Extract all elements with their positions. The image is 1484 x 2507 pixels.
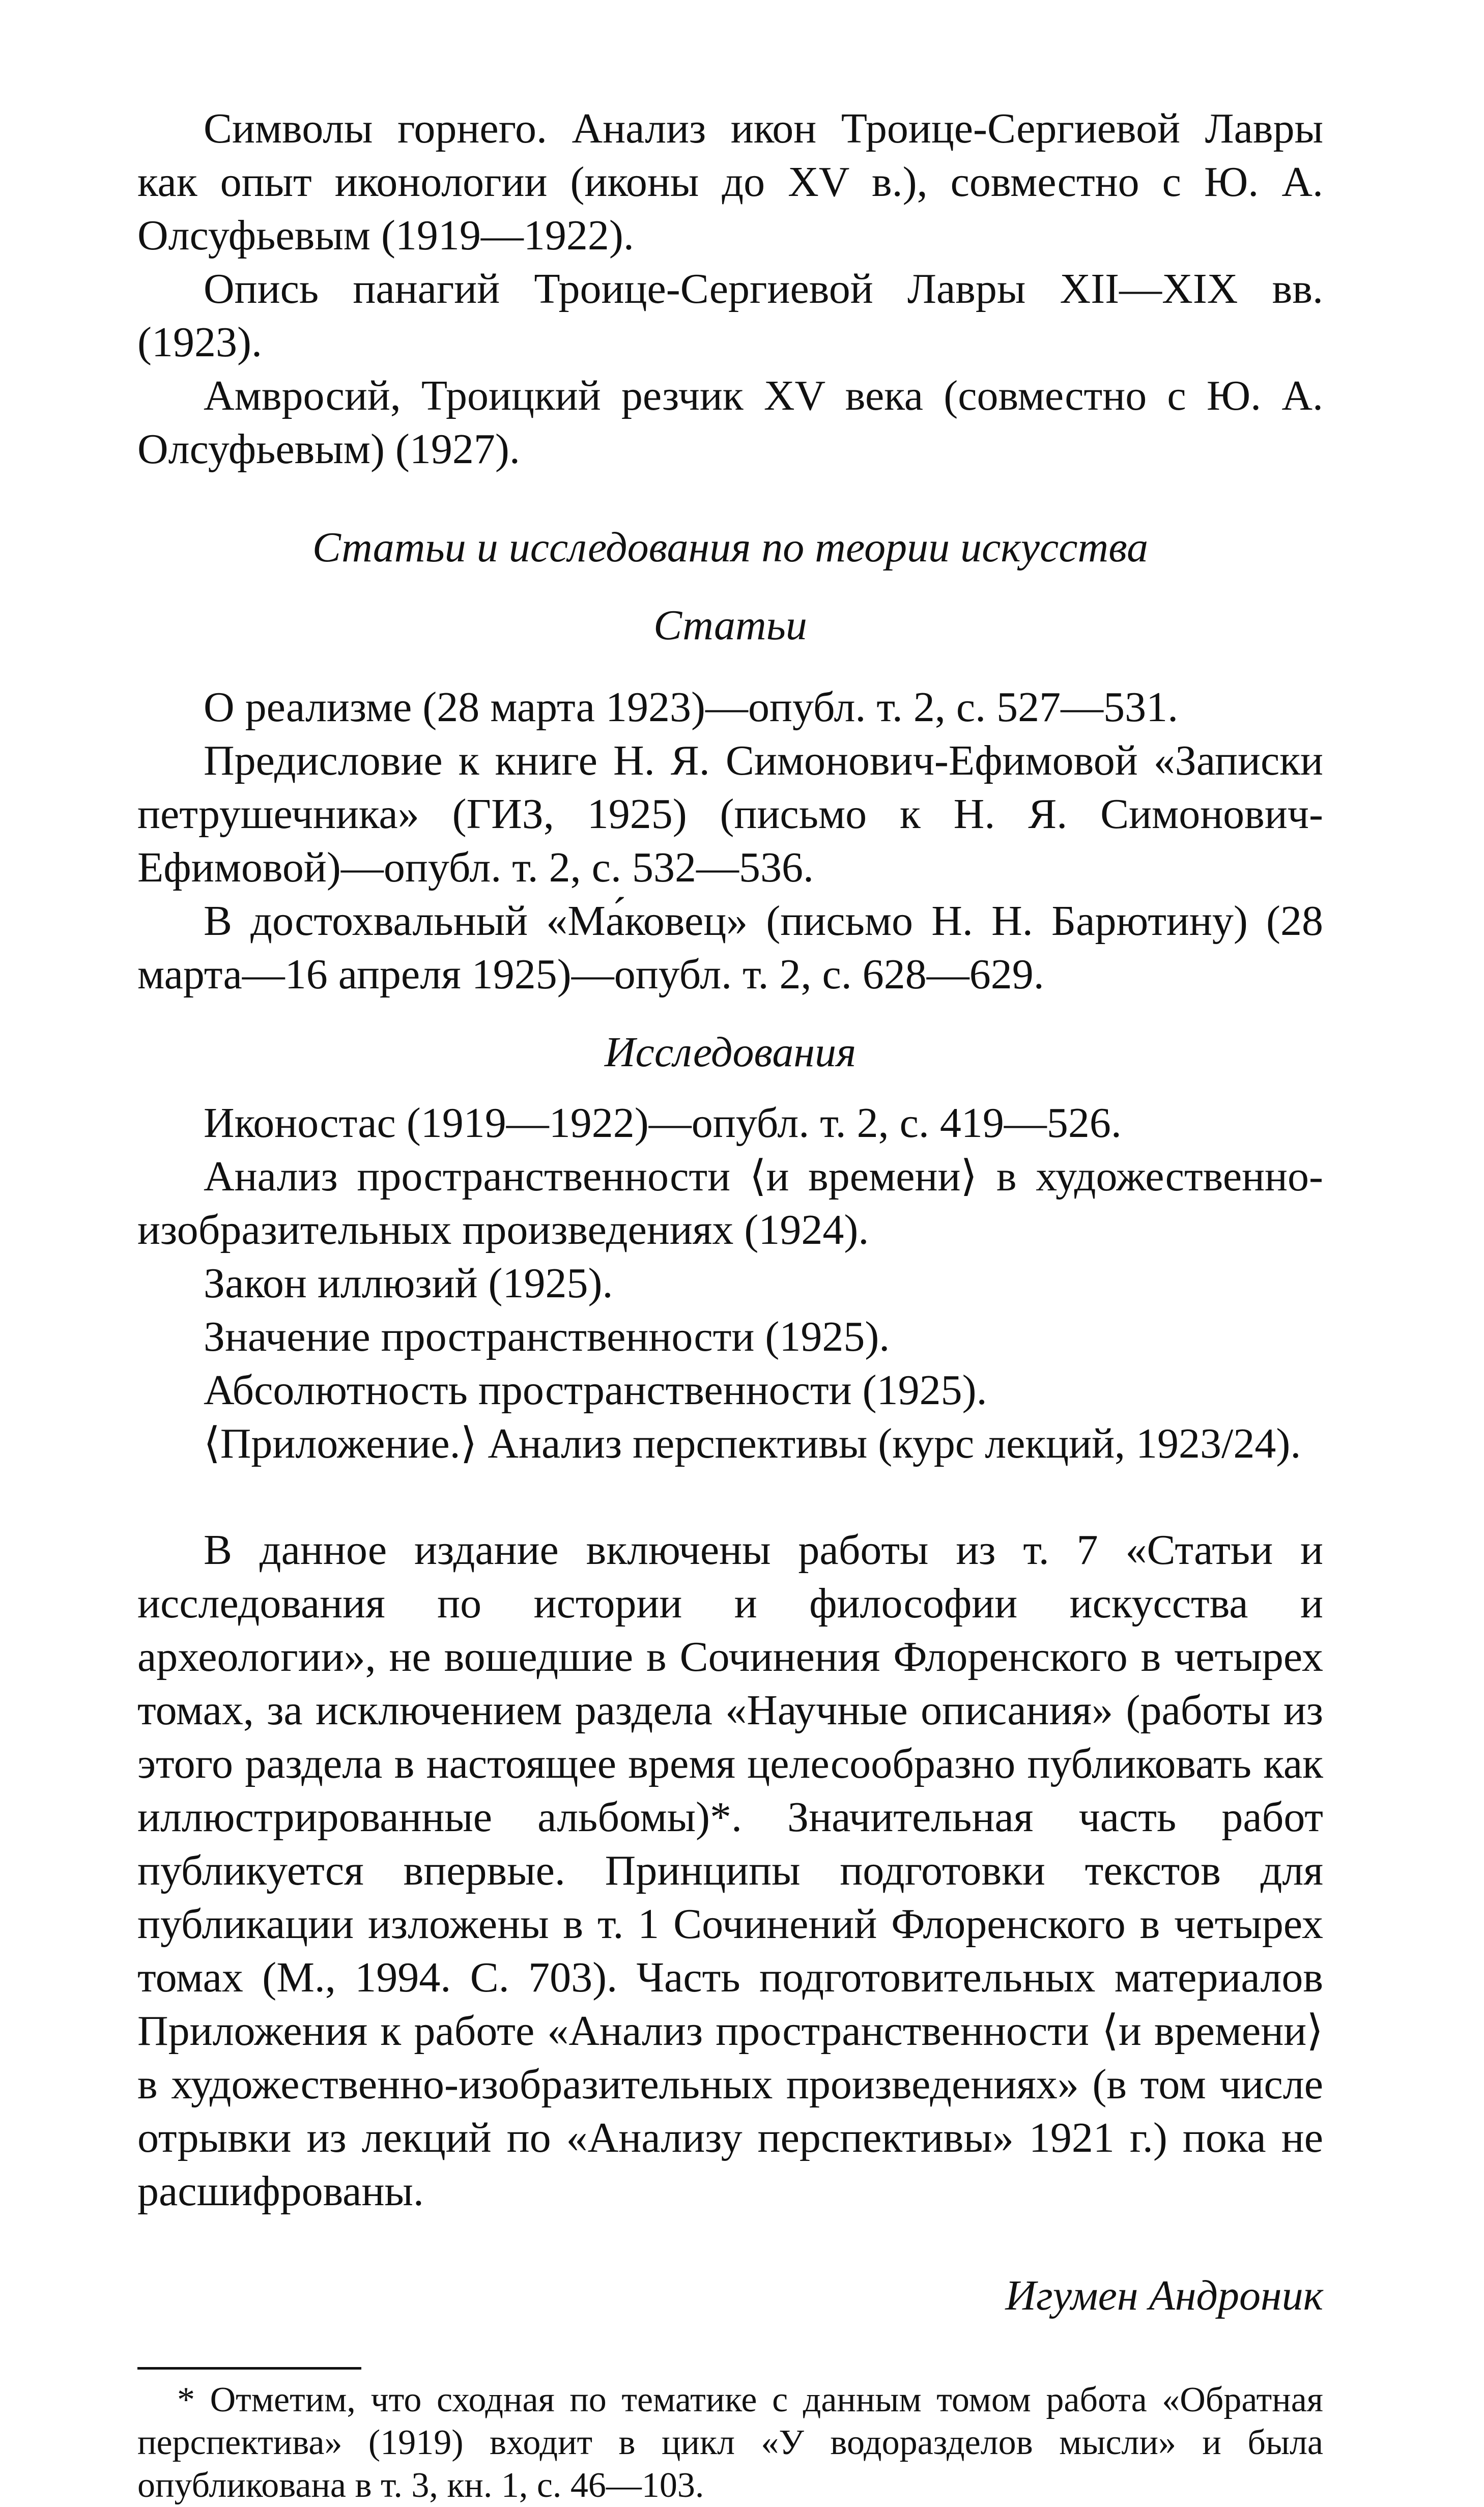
list-item: Значение пространственности (1925). — [204, 1313, 890, 1360]
list-item: Анализ пространственности ⟨и времени⟩ в художественно-изобразительных произведениях (1924). — [137, 1153, 1323, 1254]
list-item: Закон иллюзий (1925). — [204, 1260, 613, 1307]
list-item: Абсолютность пространственности (1925). — [204, 1366, 987, 1414]
subsection-title-articles: Статьи — [653, 602, 807, 649]
list-item: Символы горнего. Анализ икон Троице-Сергиевой Лавры как опыт иконологии (иконы до XV в.), совместно с Ю. А. Олсуфьевым (1919—1922). — [137, 105, 1323, 259]
list-item: Амвросий, Троицкий резчик XV века (совместно с Ю. А. Олсуфьевым) (1927). — [137, 372, 1323, 473]
list-item: Опись панагий Троице-Сергиевой Лавры XII—XIX вв. (1923). — [137, 265, 1323, 366]
document-page — [137, 102, 1323, 2505]
list-item: Предисловие к книге Н. Я. Симонович-Ефимовой «Записки петрушечника» (ГИЗ, 1925) (письмо к Н. Я. Симонович-Ефимовой)—опубл. т. 2, с. 532—536. — [137, 737, 1323, 891]
section-title: Статьи и исследования по теории искусства — [312, 524, 1149, 571]
subsection-title-research: Исследования — [604, 1029, 857, 1076]
signature: Игумен Андроник — [1005, 2272, 1323, 2319]
list-item: О реализме (28 марта 1923)—опубл. т. 2, с. 527—531. — [204, 683, 1179, 731]
footnote-divider — [137, 2367, 361, 2370]
footnote: * Отметим, что сходная по тематике с данным томом работа «Обратная перспектива» (1919) входит в цикл «У водоразделов мысли» и была опубликована в т. 3, кн. 1, с. 46—103. — [137, 2380, 1323, 2505]
list-item: В достохвальный «Ма́ковец» (письмо Н. Н. Барютину) (28 марта—16 апреля 1925)—опубл. т. 2, с. 628—629. — [137, 897, 1323, 998]
list-item: ⟨Приложение.⟩ Анализ перспективы (курс лекций, 1923/24). — [204, 1420, 1301, 1467]
body-paragraph: В данное издание включены работы из т. 7 «Статьи и исследования по истории и философии искусства и археологии», не вошедшие в Сочинения Флоренского в четырех томах, за исключением раздела «Научные описания» (работы из этого раздела в настоящее время целесообразно публиковать как иллюстрированные альбомы)*. Значительная часть работ публикуется впервые. Принципы подготовки текстов для публикации изложены в т. 1 Сочинений Флоренского в четырех томах (М., 1994. С. 703). Часть подготовительных материалов Приложения к работе «Анализ пространственности ⟨и времени⟩ в художественно-изобразительных произведениях» (в том числе отрывки из лекций по «Анализу перспективы» 1921 г.) пока не расшифрованы. — [137, 1526, 1323, 2215]
list-item: Иконостас (1919—1922)—опубл. т. 2, с. 419—526. — [204, 1099, 1122, 1147]
